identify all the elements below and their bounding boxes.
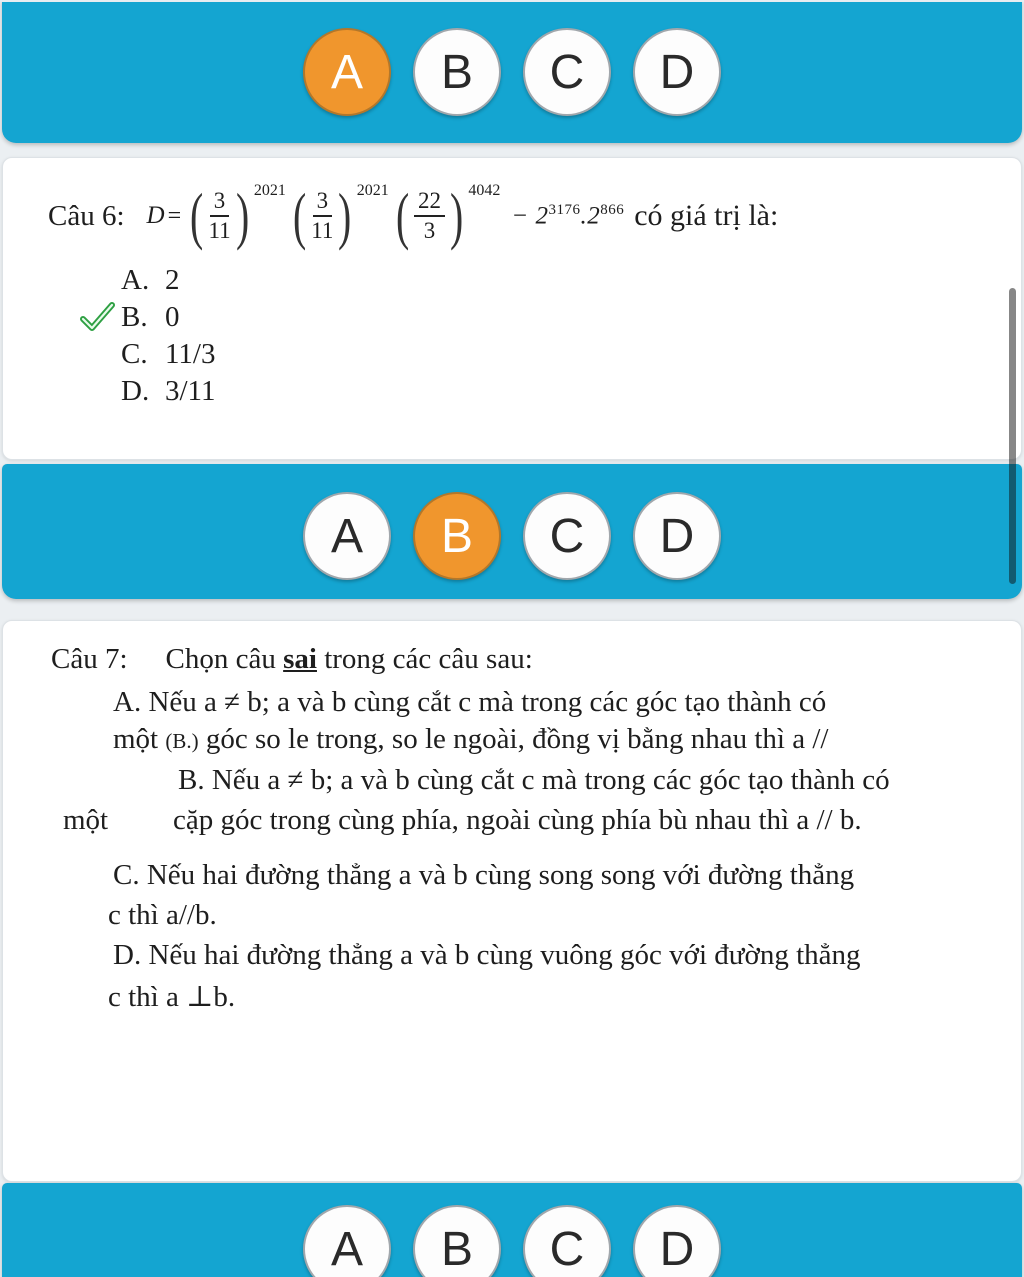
option-c-text: 11/3 bbox=[165, 338, 216, 370]
question-7-statement bbox=[51, 643, 533, 676]
choice-b-button[interactable]: B bbox=[413, 28, 501, 116]
formula-variable: D bbox=[146, 202, 165, 229]
window-top-edge bbox=[0, 0, 1024, 2]
question-7-prompt: Chọn câu sai trong các câu sau: bbox=[165, 643, 533, 675]
option-c-row[interactable] bbox=[121, 336, 215, 373]
choice-a-button[interactable]: A bbox=[303, 492, 391, 580]
choice-d-button[interactable]: D bbox=[633, 492, 721, 580]
question-6-statement bbox=[48, 170, 778, 262]
fraction-2-numerator: 3 bbox=[313, 188, 333, 217]
q7-option-d-line2: c thì a ⊥b. bbox=[108, 981, 236, 1013]
option-a-row[interactable] bbox=[121, 262, 215, 299]
option-c-key: C. bbox=[121, 338, 148, 370]
fraction-group-2 bbox=[289, 180, 389, 251]
answer-bar-middle bbox=[2, 464, 1022, 599]
question-6-card bbox=[2, 157, 1022, 460]
choice-d-button[interactable]: D bbox=[633, 1205, 721, 1277]
choice-c-button[interactable]: C bbox=[523, 1205, 611, 1277]
answer-bar-bottom bbox=[2, 1183, 1022, 1277]
fraction-1-exponent: 2021 bbox=[253, 182, 286, 199]
option-b-text: 0 bbox=[165, 301, 180, 333]
fraction-3-numerator: 22 bbox=[414, 188, 445, 217]
q7-option-b-line2: cặp góc trong cùng phía, ngoài cùng phía bù nhau thì a // b. bbox=[173, 804, 862, 836]
option-d-row[interactable] bbox=[121, 373, 215, 410]
choice-c-button[interactable]: C bbox=[523, 28, 611, 116]
choice-a-button[interactable]: A bbox=[303, 28, 391, 116]
q7-option-a-line1: A. Nếu a ≠ b; a và b cùng cắt c mà trong các góc tạo thành có bbox=[113, 686, 827, 718]
option-d-key: D. bbox=[121, 375, 150, 407]
choice-d-button[interactable]: D bbox=[633, 28, 721, 116]
fraction-1-numerator: 3 bbox=[210, 188, 230, 217]
choice-c-button[interactable]: C bbox=[523, 492, 611, 580]
correct-answer-check-icon bbox=[79, 302, 115, 332]
answer-bar-top bbox=[2, 0, 1022, 143]
left-paren: ( bbox=[395, 180, 409, 251]
question-6-label: Câu 6: bbox=[48, 199, 125, 232]
equals-sign: = bbox=[167, 202, 182, 229]
choice-a-button[interactable]: A bbox=[303, 1205, 391, 1277]
question-6-suffix: có giá trị là: bbox=[634, 199, 779, 232]
overlap-artifact: (B.) bbox=[165, 729, 199, 753]
option-a-key: A. bbox=[121, 264, 150, 296]
fraction-3-exponent: 4042 bbox=[468, 182, 501, 199]
power-terms: − $2^{3176}.2^{866}$ bbox=[511, 201, 625, 230]
option-b-key: B. bbox=[121, 301, 148, 333]
answer-choice-row bbox=[2, 1183, 1022, 1277]
answer-choice-row bbox=[2, 0, 1022, 116]
scrollbar-thumb[interactable] bbox=[1009, 288, 1016, 584]
fraction-2-denominator: 11 bbox=[311, 218, 334, 243]
left-paren: ( bbox=[292, 180, 307, 251]
fraction-3-denominator: 3 bbox=[423, 218, 436, 243]
q7-option-d-line1: D. Nếu hai đường thẳng a và b cùng vuông góc với đường thẳng bbox=[113, 939, 861, 971]
left-paren: ( bbox=[190, 180, 204, 251]
right-paren: ) bbox=[235, 180, 249, 251]
right-paren: ) bbox=[338, 180, 352, 251]
exponent-866: 866 bbox=[600, 201, 625, 218]
choice-b-button[interactable]: B bbox=[413, 492, 501, 580]
fraction-group-3 bbox=[392, 180, 501, 251]
question-7-card bbox=[2, 620, 1022, 1182]
emphasis-sai: sai bbox=[283, 643, 317, 675]
q7-option-b-line1: B. Nếu a ≠ b; a và b cùng cắt c mà trong các góc tạo thành có bbox=[178, 764, 890, 796]
question-6-options bbox=[121, 262, 215, 410]
exponent-3176: 3176 bbox=[548, 201, 581, 218]
fraction-group-1 bbox=[186, 180, 286, 251]
right-paren: ) bbox=[450, 180, 464, 251]
fraction-1-denominator: 11 bbox=[208, 218, 231, 243]
q7-option-b-line2-word: một bbox=[63, 804, 109, 836]
choice-b-button[interactable]: B bbox=[413, 1205, 501, 1277]
q7-option-a-line2: một (B.) góc so le trong, so le ngoài, đồng vị bằng nhau thì a // bbox=[113, 723, 829, 755]
option-d-text: 3/11 bbox=[165, 375, 216, 407]
answer-choice-row bbox=[2, 464, 1022, 580]
q7-option-c-line2: c thì a//b. bbox=[108, 899, 217, 931]
option-a-text: 2 bbox=[165, 264, 180, 296]
option-b-row[interactable] bbox=[121, 299, 215, 336]
question-6-formula bbox=[146, 180, 779, 251]
fraction-2-exponent: 2021 bbox=[356, 182, 389, 199]
question-7-label: Câu 7: bbox=[51, 643, 128, 675]
q7-option-c-line1: C. Nếu hai đường thẳng a và b cùng song song với đường thẳng bbox=[113, 859, 855, 891]
